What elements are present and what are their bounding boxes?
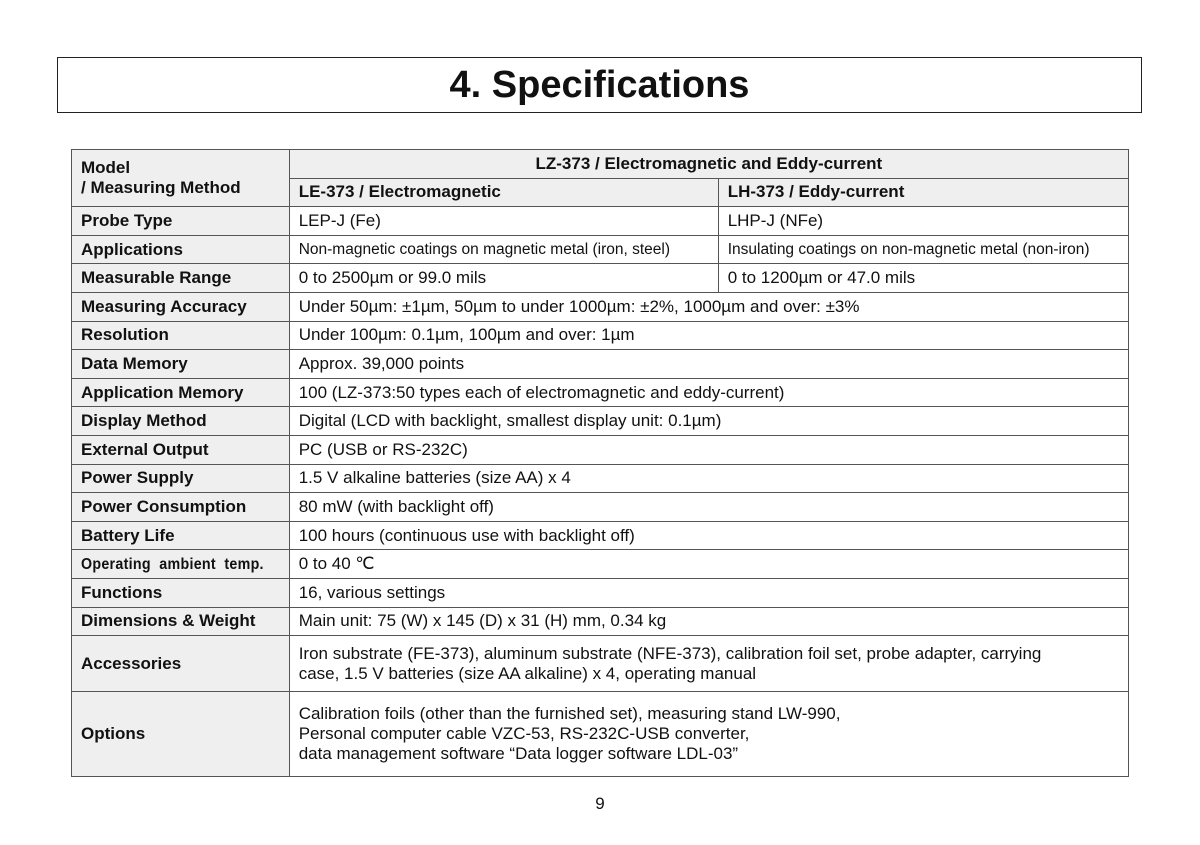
row-label: Power Supply bbox=[72, 464, 290, 493]
row-label: Measurable Range bbox=[72, 264, 290, 293]
row-value: PC (USB or RS-232C) bbox=[289, 435, 1128, 464]
specifications-table bbox=[71, 149, 1129, 777]
table-row bbox=[72, 550, 1129, 579]
table-row bbox=[72, 578, 1129, 607]
value-lh373: 0 to 1200µm or 47.0 mils bbox=[718, 264, 1128, 293]
row-label: Functions bbox=[72, 578, 290, 607]
text-line: case, 1.5 V batteries (size AA alkaline) x 4, operating manual bbox=[298, 663, 757, 683]
row-label: Applications bbox=[72, 235, 290, 264]
page-number: 9 bbox=[595, 794, 605, 813]
row-label: Data Memory bbox=[72, 350, 290, 379]
table-row bbox=[72, 235, 1129, 264]
col-header-lh373: LH-373 / Eddy-current bbox=[718, 178, 1128, 207]
row-label bbox=[72, 550, 290, 579]
value-lh373: Insulating coatings on non-magnetic metal (non-iron) bbox=[718, 235, 1128, 264]
text-line: Iron substrate (FE-373), aluminum substrate (NFE-373), calibration foil set, probe adapter, carrying bbox=[298, 643, 1042, 663]
table-row bbox=[72, 636, 1129, 692]
value-lh373: LHP-J (NFe) bbox=[718, 207, 1128, 236]
row-value: Main unit: 75 (W) x 145 (D) x 31 (H) mm, 0.34 kg bbox=[289, 607, 1128, 636]
row-value: Approx. 39,000 points bbox=[289, 350, 1128, 379]
col-header-le373: LE-373 / Electromagnetic bbox=[289, 178, 718, 207]
row-label-text: Operating ambient temp. bbox=[81, 555, 264, 573]
table-row bbox=[72, 350, 1129, 379]
value-le373: LEP-J (Fe) bbox=[289, 207, 718, 236]
table-row bbox=[72, 207, 1129, 236]
model-label: Model / Measuring Method bbox=[72, 150, 290, 207]
table-row bbox=[72, 493, 1129, 522]
row-value: 1.5 V alkaline batteries (size AA) x 4 bbox=[289, 464, 1128, 493]
table-row bbox=[72, 292, 1129, 321]
table-row bbox=[72, 521, 1129, 550]
row-value: 100 hours (continuous use with backlight off) bbox=[289, 521, 1128, 550]
row-label: Battery Life bbox=[72, 521, 290, 550]
row-value: Under 100µm: 0.1µm, 100µm and over: 1µm bbox=[289, 321, 1128, 350]
value-le373: 0 to 2500µm or 99.0 mils bbox=[289, 264, 718, 293]
row-value: 0 to 40 ℃ bbox=[289, 550, 1128, 579]
row-value: Under 50µm: ±1µm, 50µm to under 1000µm: ±2%, 1000µm and over: ±3% bbox=[289, 292, 1128, 321]
table-row bbox=[72, 464, 1129, 493]
table-row bbox=[72, 435, 1129, 464]
text-line: Personal computer cable VZC-53, RS-232C-USB converter, bbox=[298, 724, 750, 744]
options-label: Options bbox=[72, 692, 290, 777]
options-value bbox=[289, 692, 1128, 777]
table-row bbox=[72, 407, 1129, 436]
row-value: 100 (LZ-373:50 types each of electromagnetic and eddy-current) bbox=[289, 378, 1128, 407]
row-label: Measuring Accuracy bbox=[72, 292, 290, 321]
row-value: 16, various settings bbox=[289, 578, 1128, 607]
row-label: Probe Type bbox=[72, 207, 290, 236]
accessories-label: Accessories bbox=[72, 636, 290, 692]
row-label: Application Memory bbox=[72, 378, 290, 407]
model-name: LZ-373 / Electromagnetic and Eddy-current bbox=[289, 150, 1128, 179]
row-label: External Output bbox=[72, 435, 290, 464]
table-row bbox=[72, 321, 1129, 350]
text-line: data management software “Data logger software LDL-03” bbox=[298, 744, 739, 764]
page-title: 4. Specifications bbox=[57, 57, 1142, 113]
row-label: Display Method bbox=[72, 407, 290, 436]
accessories-value bbox=[289, 636, 1128, 692]
table-row bbox=[72, 264, 1129, 293]
table-header-row bbox=[72, 150, 1129, 179]
row-label: Resolution bbox=[72, 321, 290, 350]
row-value: Digital (LCD with backlight, smallest display unit: 0.1µm) bbox=[289, 407, 1128, 436]
table-row bbox=[72, 607, 1129, 636]
row-label: Dimensions & Weight bbox=[72, 607, 290, 636]
table-row bbox=[72, 378, 1129, 407]
row-value: 80 mW (with backlight off) bbox=[289, 493, 1128, 522]
row-label: Power Consumption bbox=[72, 493, 290, 522]
table-row bbox=[72, 692, 1129, 777]
text-line: Calibration foils (other than the furnished set), measuring stand LW-990, bbox=[298, 704, 841, 724]
value-le373: Non-magnetic coatings on magnetic metal (iron, steel) bbox=[289, 235, 718, 264]
